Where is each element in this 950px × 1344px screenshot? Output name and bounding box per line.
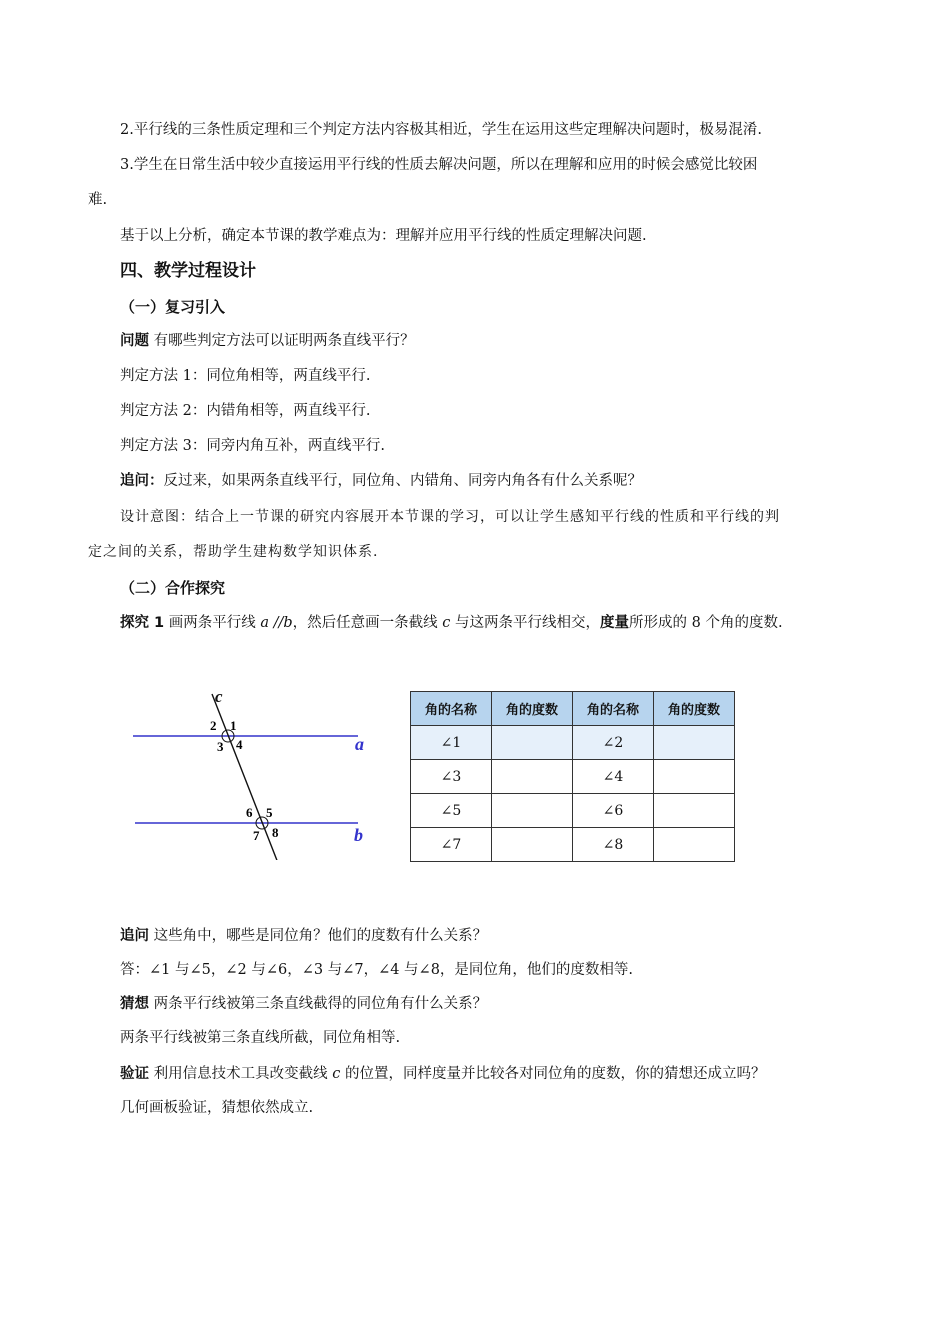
followup-1-label: 追问： [120, 473, 164, 489]
verify [120, 1064, 765, 1084]
method-3: 判定方法 3：同旁内角互补，两直线平行. [120, 438, 385, 454]
table-cell [492, 794, 573, 828]
design-intent-cont: 定之间的关系，帮助学生建构数学知识体系. [88, 544, 379, 560]
explore-1-bold: 度量 [600, 615, 630, 631]
paragraph-3-cont: 难. [88, 192, 108, 208]
table-cell: ∠5 [411, 794, 492, 828]
angle-6: 6 [246, 805, 253, 820]
label-a: a [355, 734, 364, 754]
label-c: c [215, 687, 223, 706]
explore-1-text-a: 画两条平行线 [164, 615, 261, 631]
table-cell: ∠3 [411, 760, 492, 794]
conjecture-answer: 两条平行线被第三条直线所截，同位角相等. [120, 1030, 401, 1046]
table-cell: ∠6 [573, 794, 654, 828]
table-cell [492, 760, 573, 794]
followup-1-text: 反过来，如果两条直线平行，同位角、内错角、同旁内角各有什么关系呢？ [163, 473, 642, 489]
verify-text-a: 利用信息技术工具改变截线 [149, 1066, 333, 1082]
conjecture-text: 两条平行线被第三条直线截得的同位角有什么关系？ [149, 996, 488, 1012]
question [120, 331, 415, 351]
angle-3: 3 [217, 739, 224, 754]
explore-1-var-ab: a //b [260, 615, 293, 631]
conjecture-label: 猜想 [120, 996, 149, 1012]
table-cell [492, 726, 573, 760]
section-4-title: 四、教学过程设计 [120, 261, 256, 281]
table-header: 角的名称 [411, 692, 492, 726]
table-row [411, 828, 735, 862]
angle-4: 4 [236, 737, 243, 752]
explore-1-label: 探究 1 [120, 615, 165, 631]
table-header: 角的名称 [573, 692, 654, 726]
explore-1-text-c: 与这两条平行线相交， [450, 615, 601, 631]
explore-1-text-d: 所形成的 8 个角的度数. [629, 615, 783, 631]
angle-1: 1 [230, 718, 237, 733]
followup-1 [120, 471, 642, 491]
table-cell: ∠4 [573, 760, 654, 794]
part-1-title: （一）复习引入 [120, 298, 226, 316]
angle-table [410, 691, 735, 862]
design-intent: 设计意图：结合上一节课的研究内容展开本节课的学习，可以让学生感知平行线的性质和平行线的判 [120, 509, 780, 525]
conjecture [120, 994, 487, 1014]
paragraph-difficulty: 基于以上分析，确定本节课的教学难点为：理解并应用平行线的性质定理解决问题. [120, 228, 647, 244]
angle-7: 7 [253, 828, 260, 843]
table-cell [654, 726, 735, 760]
verify-answer: 几何画板验证，猜想依然成立. [120, 1100, 314, 1116]
paragraph-2: 2.平行线的三条性质定理和三个判定方法内容极其相近，学生在运用这些定理解决问题时，极易混淆. [120, 122, 762, 138]
label-b: b [354, 825, 363, 845]
explore-1-text-b: ，然后任意画一条截线 [292, 615, 443, 631]
table-header: 角的度数 [492, 692, 573, 726]
table-cell: ∠8 [573, 828, 654, 862]
table-row [411, 726, 735, 760]
method-2: 判定方法 2：内错角相等，两直线平行. [120, 403, 371, 419]
table-cell: ∠1 [411, 726, 492, 760]
table-cell [654, 828, 735, 862]
verify-label: 验证 [120, 1066, 149, 1082]
parallel-lines-figure [120, 680, 380, 860]
angle-5: 5 [266, 805, 273, 820]
question-text: 有哪些判定方法可以证明两条直线平行？ [149, 333, 415, 349]
table-cell: ∠2 [573, 726, 654, 760]
explore-1 [120, 613, 783, 633]
table-cell [654, 794, 735, 828]
table-cell: ∠7 [411, 828, 492, 862]
part-2-title: （二）合作探究 [120, 579, 226, 597]
method-1: 判定方法 1：同位角相等，两直线平行. [120, 368, 371, 384]
table-header-row [411, 692, 735, 726]
question-label: 问题 [120, 333, 149, 349]
followup-2-label: 追问 [120, 928, 149, 944]
explore-1-var-c: c [442, 615, 451, 631]
followup-2 [120, 926, 487, 946]
paragraph-3: 3.学生在日常生活中较少直接运用平行线的性质去解决问题，所以在理解和应用的时候会感觉比较困 [120, 157, 758, 173]
verify-var-c: c [332, 1066, 341, 1082]
line-c [212, 694, 278, 860]
verify-text-b: 的位置，同样度量并比较各对同位角的度数，你的猜想还成立吗？ [340, 1066, 766, 1082]
table-row [411, 794, 735, 828]
table-cell [654, 760, 735, 794]
followup-2-answer: 答：∠1 与∠5，∠2 与∠6，∠3 与∠7，∠4 与∠8，是同位角，他们的度数相等. [120, 962, 634, 978]
table-header: 角的度数 [654, 692, 735, 726]
angle-8: 8 [272, 825, 279, 840]
table-row [411, 760, 735, 794]
angle-2: 2 [210, 718, 217, 733]
table-cell [492, 828, 573, 862]
followup-2-text: 这些角中，哪些是同位角？他们的度数有什么关系？ [149, 928, 488, 944]
